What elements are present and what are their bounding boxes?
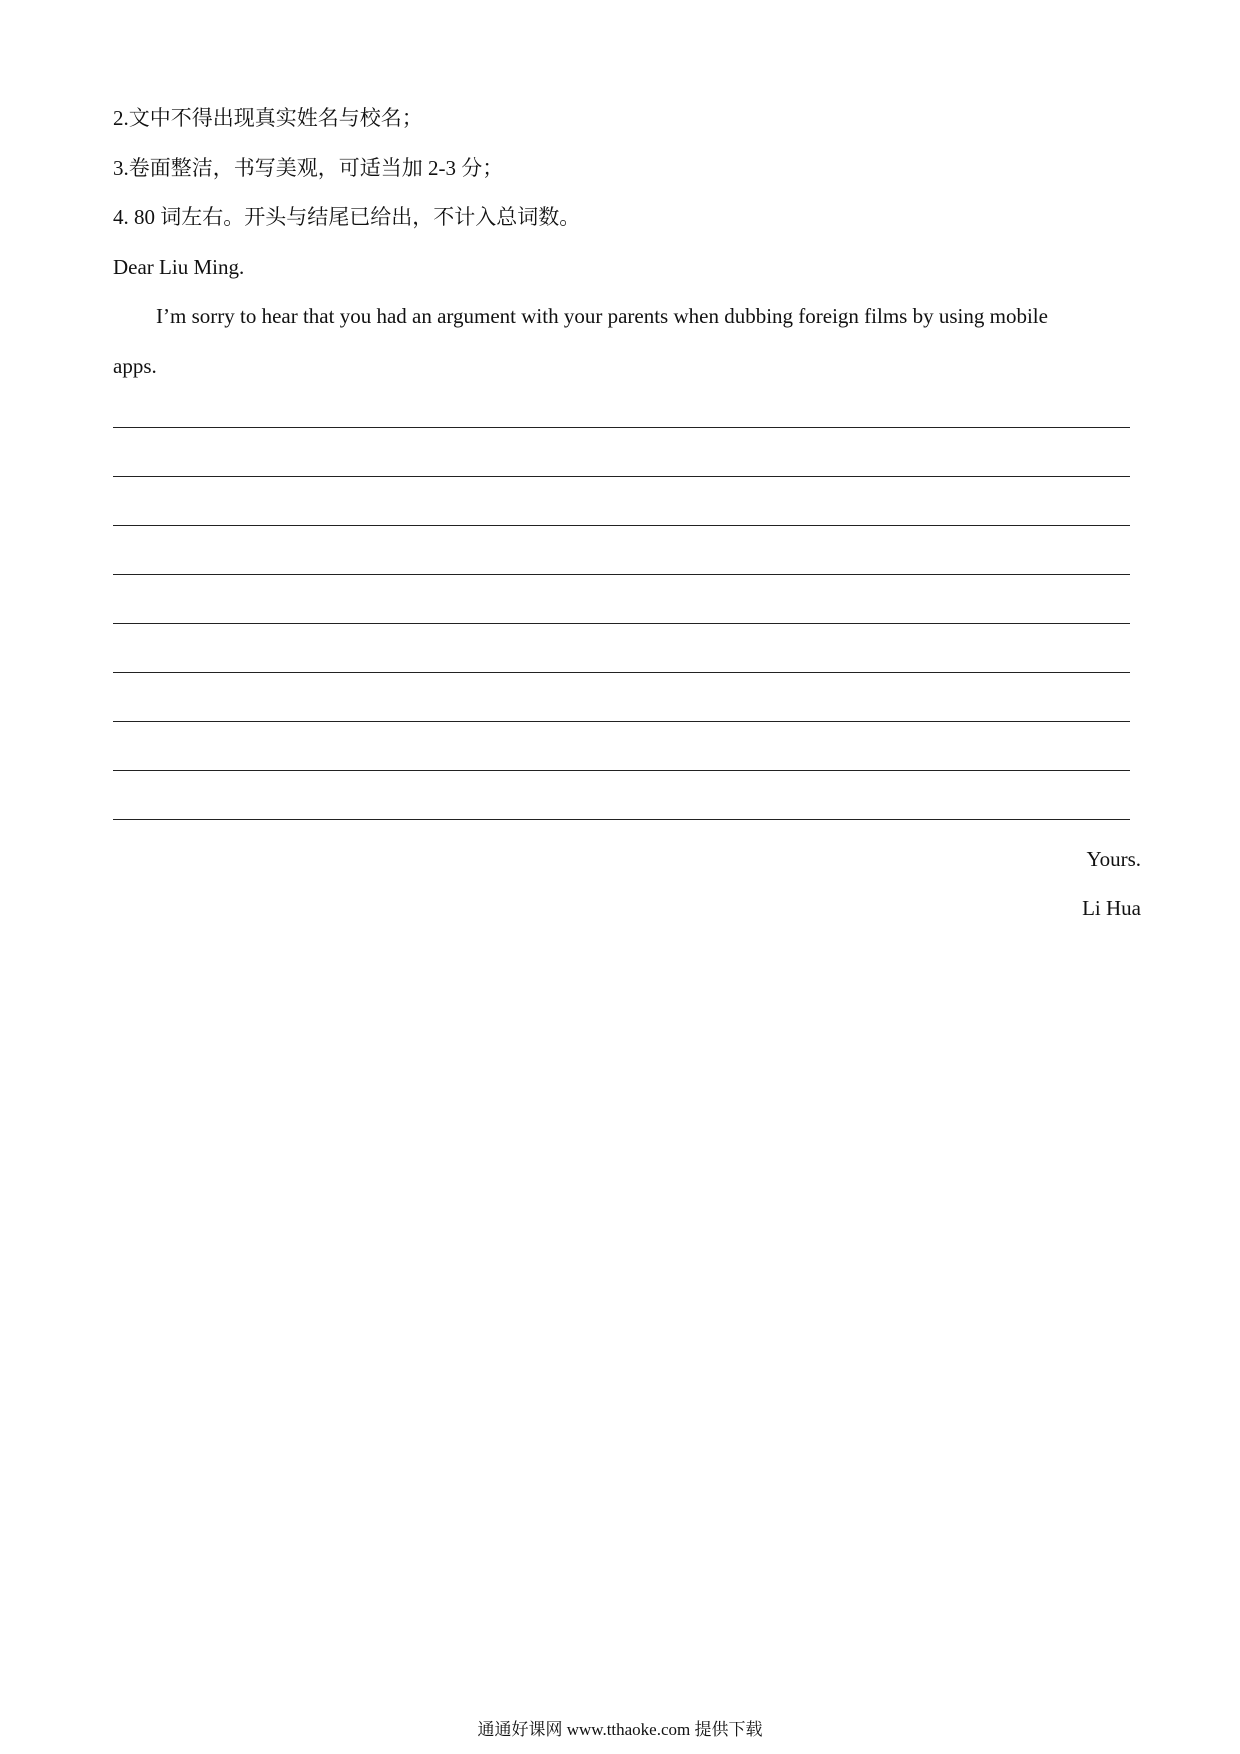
requirement-item-3: 3.卷面整洁，书写美观，可适当加 2-3 分； (113, 156, 504, 180)
letter-salutation: Dear Liu Ming. (113, 255, 245, 279)
letter-opening-line-1: I’m sorry to hear that you had an argument with your parents when dubbing foreign films by using mobile (156, 304, 1048, 328)
writing-line[interactable] (113, 623, 1130, 624)
letter-signature: Li Hua (1082, 896, 1141, 920)
writing-line[interactable] (113, 721, 1130, 722)
writing-line[interactable] (113, 819, 1130, 820)
letter-closing: Yours. (1086, 847, 1141, 871)
requirement-item-2: 2.文中不得出现真实姓名与校名； (113, 106, 423, 130)
writing-line[interactable] (113, 476, 1130, 477)
writing-line[interactable] (113, 427, 1130, 428)
writing-line[interactable] (113, 574, 1130, 575)
writing-line[interactable] (113, 672, 1130, 673)
writing-line[interactable] (113, 525, 1130, 526)
writing-line[interactable] (113, 770, 1130, 771)
requirement-item-4: 4. 80 词左右。开头与结尾已给出，不计入总词数。 (113, 205, 581, 229)
letter-opening-line-2: apps. (113, 354, 157, 378)
page-footer: 通通好课网 www.tthaoke.com 提供下载 (477, 1720, 763, 1739)
